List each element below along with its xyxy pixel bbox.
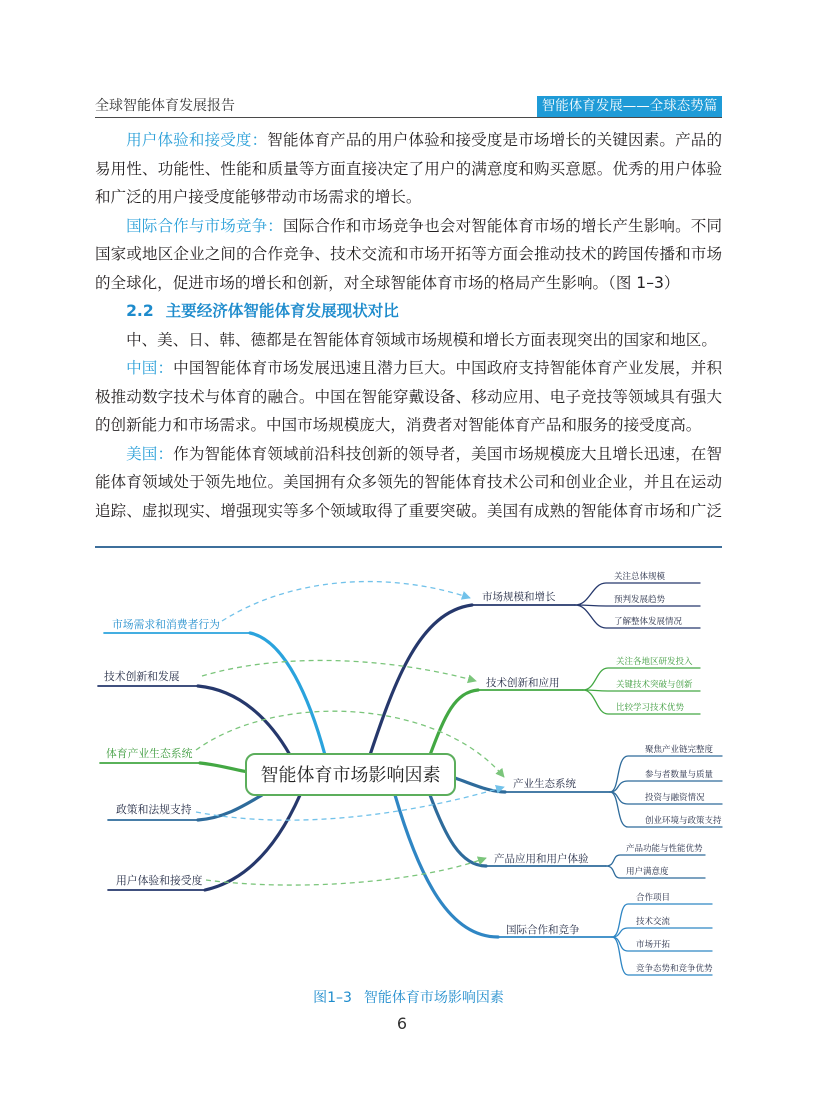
figure-title: 智能体育市场影响因素 xyxy=(363,990,504,1006)
paragraph-usa xyxy=(95,440,722,526)
left-branch-industry-ecosystem xyxy=(100,746,248,772)
left-factor-label: 体育产业生态系统 xyxy=(106,747,193,760)
sub-branch-line xyxy=(612,928,712,937)
left-connector xyxy=(200,763,248,772)
paragraph-china xyxy=(95,354,722,440)
sub-item-label: 比较学习技术优势 xyxy=(616,703,685,713)
left-connector xyxy=(198,686,290,755)
left-connector xyxy=(198,795,262,820)
sub-item-label: 合作项目 xyxy=(636,893,671,903)
left-factor-label: 市场需求和消费者行为 xyxy=(112,618,220,631)
left-connector xyxy=(205,795,300,890)
report-title: 全球智能体育发展报告 xyxy=(95,98,235,114)
center-node xyxy=(246,754,455,795)
sub-item-label: 竞争态势和竞争优势 xyxy=(636,964,713,974)
right-connector xyxy=(430,795,486,866)
relation-arrow-market xyxy=(222,582,470,621)
sub-item-label: 创业环境与政策支持 xyxy=(645,816,722,826)
relation-arrow-technology xyxy=(202,660,476,681)
sub-item-label: 关注总体规模 xyxy=(614,572,666,582)
right-factor-label: 市场规模和增长 xyxy=(482,591,556,603)
sub-item-label: 聚焦产业链完整度 xyxy=(645,745,714,755)
paragraph-international-cooperation xyxy=(95,212,722,298)
paragraph-text: 中、美、日、韩、德都是在智能体育领域市场规模和增长方面表现突出的国家和地区。 xyxy=(126,330,717,349)
right-connector xyxy=(455,778,505,792)
left-branch-tech-innovation xyxy=(98,669,290,755)
left-factor-label: 用户体验和接受度 xyxy=(116,874,203,887)
sub-branch-line xyxy=(610,781,722,792)
paragraph-text: 作为智能体育领域前沿科技创新的领导者，美国市场规模庞大且增长迅速，在智能体育领域处于领先地位。美国拥有众多领先的智能体育技术公司和创业企业，并且在运动追踪、虚拟现实、增强现实等多个领域取得了重要突破。美国有成熟的智能体育市场和广泛 xyxy=(95,444,723,520)
right-factor-label: 产品应用和用户体验 xyxy=(494,853,589,865)
page-number: 6 xyxy=(396,1014,408,1033)
center-node-label: 智能体育市场影响因素 xyxy=(260,765,441,786)
figure-caption xyxy=(95,988,722,1008)
right-branch-product-experience xyxy=(430,795,705,878)
right-factor-label: 国际合作和竞争 xyxy=(506,924,580,936)
sub-branch-line xyxy=(583,690,700,691)
body-text xyxy=(95,126,722,525)
sub-item-label: 了解整体发展情况 xyxy=(614,617,683,627)
sub-item-label: 关注各地区研发投入 xyxy=(616,657,693,667)
sub-item-label: 市场开拓 xyxy=(636,940,671,950)
paragraph-label: 国际合作与市场竞争： xyxy=(126,216,283,235)
section-heading xyxy=(95,297,722,326)
paragraph-label: 中国： xyxy=(126,359,174,377)
section-title: 主要经济体智能体育发展现状对比 xyxy=(165,302,399,320)
right-branch-tech-application xyxy=(430,656,700,755)
right-factor-label: 技术创新和应用 xyxy=(486,677,560,689)
left-factor-label: 政策和法规支持 xyxy=(116,803,192,816)
relation-arrow-user-experience xyxy=(206,858,486,885)
paragraph-section-intro xyxy=(95,326,722,355)
chapter-title-band: 智能体育发展——全球态势篇 xyxy=(537,96,722,117)
mind-map-figure xyxy=(0,550,816,982)
paragraph-label: 美国： xyxy=(126,444,174,463)
sub-item-label: 投资与融资情况 xyxy=(645,793,705,803)
left-factor-label: 技术创新和发展 xyxy=(104,670,180,683)
sub-item-label: 关键技术突破与创新 xyxy=(616,680,693,690)
sub-item-label: 技术交流 xyxy=(636,917,671,927)
right-factor-label: 产业生态系统 xyxy=(513,778,576,790)
paragraph-text: 智能体育产品的用户体验和接受度是市场增长的关键因素。产品的易用性、功能性、性能和质量等方面直接决定了用户的满意度和购买意愿。优秀的用户体验和广泛的用户接受度能够带动市场需求的增长。 xyxy=(95,131,723,206)
paragraph-text: 国际合作和市场竞争也会对智能体育市场的增长产生影响。不同国家或地区企业之间的合作竞争、技术交流和市场开拓等方面会推动技术的跨国传播和市场的全球化，促进市场的增长和创新，对全球智能体育市场的格局产生影响。（图 1–3） xyxy=(95,216,723,292)
paragraph-text: 中国智能体育市场发展迅速且潜力巨大。中国政府支持智能体育产业发展，并积极推动数字技术与体育的融合。中国在智能穿戴设备、移动应用、电子竞技等领域具有强大的创新能力和市场需求。中国市场规模庞大，消费者对智能体育产品和服务的接受度高。 xyxy=(95,359,723,434)
sub-branch-line xyxy=(606,855,705,866)
sub-branch-line xyxy=(575,605,700,606)
sub-item-label: 参与者数量与质量 xyxy=(645,770,714,780)
right-connector xyxy=(370,605,472,755)
right-connector xyxy=(430,690,478,755)
header-divider xyxy=(95,117,722,118)
section-number: 2.2 xyxy=(126,302,154,320)
left-branch-policy xyxy=(108,795,262,820)
sub-item-label: 预判发展趋势 xyxy=(614,595,666,605)
sub-item-label: 用户满意度 xyxy=(626,867,669,877)
sub-item-label: 产品功能与性能优势 xyxy=(626,844,703,854)
figure-number: 图1–3 xyxy=(313,990,352,1006)
paragraph-label: 用户体验和接受度： xyxy=(126,131,268,149)
paragraph-user-experience xyxy=(95,126,722,212)
right-branch-industry-ecosystem xyxy=(455,744,722,827)
figure-divider xyxy=(95,546,722,548)
left-connector xyxy=(250,633,325,755)
